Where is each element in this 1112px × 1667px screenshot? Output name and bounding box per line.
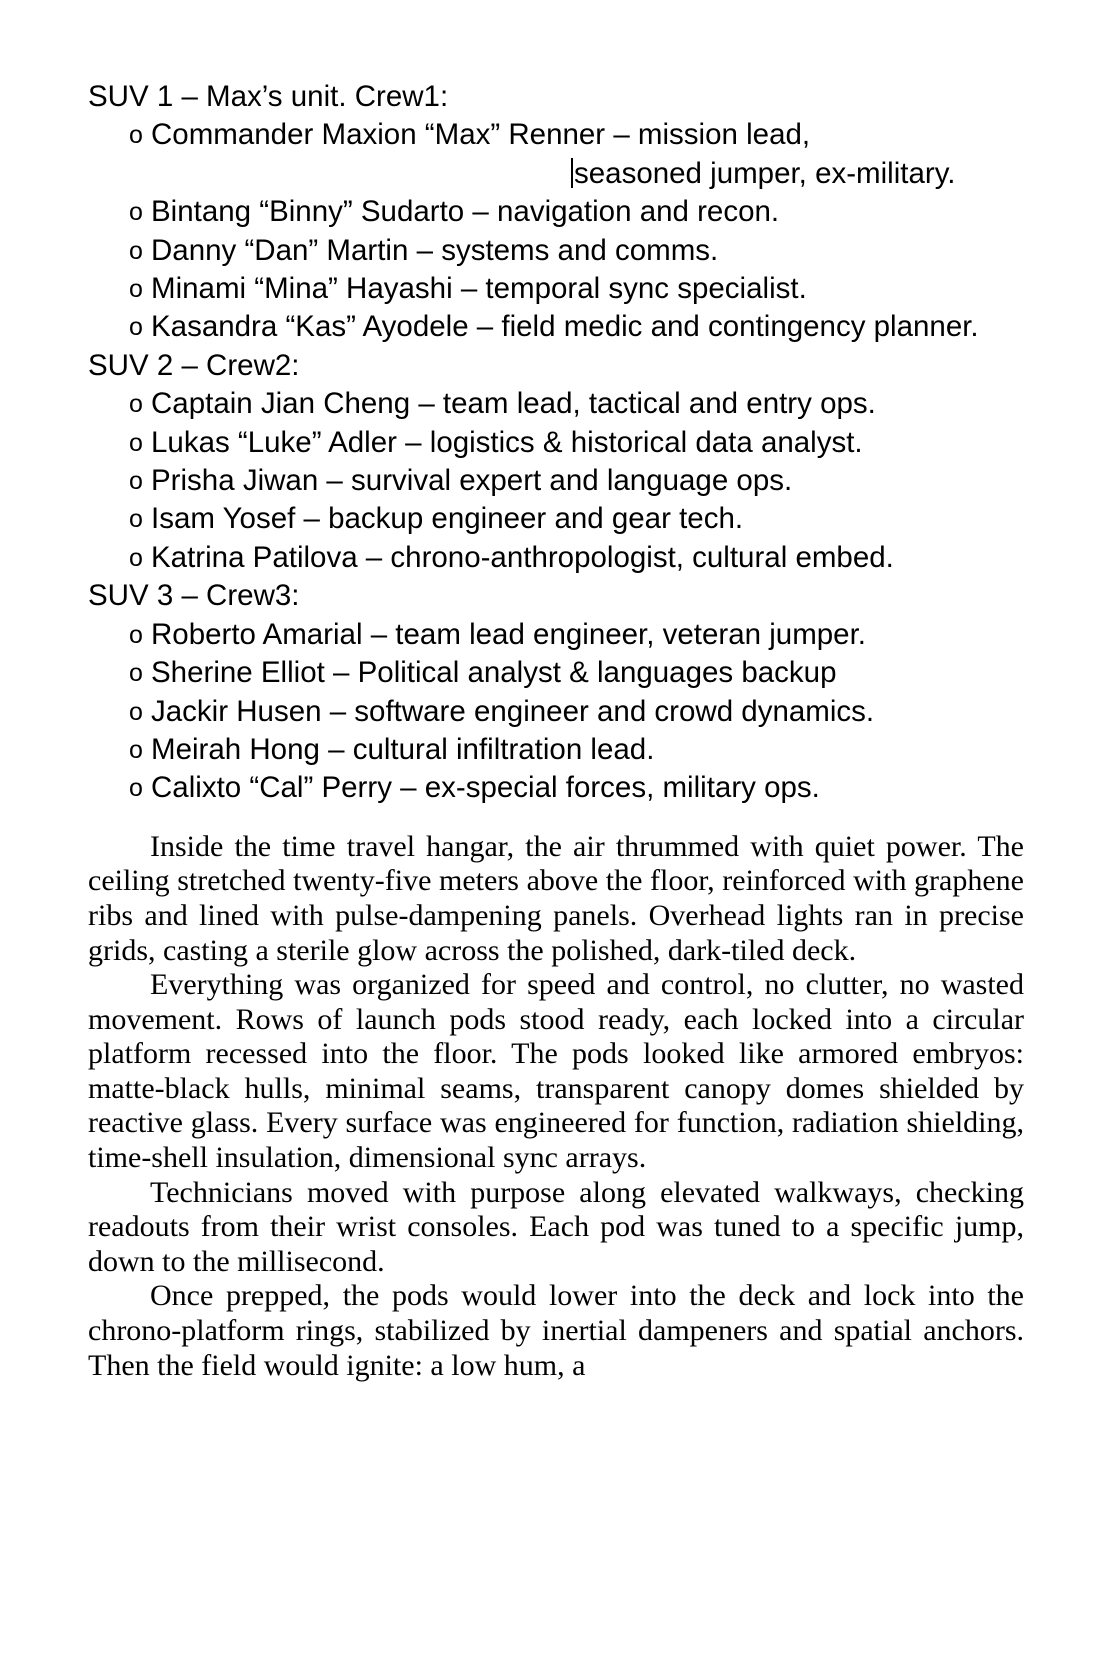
crew-member-label: Isam Yosef – backup engineer and gear tech. — [151, 502, 744, 536]
hollow-circle-bullet-icon: o — [129, 467, 143, 496]
crew-list-suv-2 — [88, 385, 1024, 577]
crew-member-label: Kasandra “Kas” Ayodele – field medic and contingency planner. — [151, 310, 979, 344]
hollow-circle-bullet-icon: o — [129, 313, 143, 342]
hollow-circle-bullet-icon: o — [129, 659, 143, 688]
body-paragraph: Everything was organized for speed and control, no clutter, no wasted movement. Rows of launch pods stood ready, each locked into a circular platform recessed into the floor. The pods looked like armored embryos: matte-black hulls, minimal seams, transparent canopy domes shielded by reactive glass. Every surface was engineered for function, radiation shielding, time-shell insulation, dimensional sync arrays. — [88, 968, 1024, 1175]
hollow-circle-bullet-icon: o — [129, 121, 143, 150]
suv-group-heading: SUV 1 – Max’s unit. Crew1: — [88, 80, 449, 113]
crew-member-label: Katrina Patilova – chrono-anthropologist, cultural embed. — [151, 540, 894, 574]
crew-member-item — [88, 769, 1024, 807]
crew-member-item — [88, 731, 1024, 769]
hollow-circle-bullet-icon: o — [129, 543, 143, 572]
crew-member-label: Danny “Dan” Martin – systems and comms. — [151, 233, 719, 267]
hollow-circle-bullet-icon: o — [129, 236, 143, 265]
suv-group-heading: SUV 2 – Crew2: — [88, 348, 300, 382]
hollow-circle-bullet-icon: o — [129, 774, 143, 803]
crew-member-item — [88, 462, 1024, 500]
crew-member-label: Lukas “Luke” Adler – logistics & historical data analyst. — [151, 425, 863, 459]
narrative-body — [88, 830, 1024, 1384]
body-paragraph: Inside the time travel hangar, the air thrummed with quiet power. The ceiling stretched twenty-five meters above the floor, reinforced with graphene ribs and lined with pulse-dampening panels. Overhead lights ran in precise grids, casting a sterile glow across the polished, dark-tiled deck. — [88, 829, 1024, 967]
crew-member-label: Roberto Amarial – team lead engineer, veteran jumper. — [151, 617, 866, 651]
text-caret — [571, 158, 573, 188]
crew-member-item — [88, 193, 1024, 231]
body-paragraph: Once prepped, the pods would lower into the deck and lock into the chrono-platform rings, stabilized by inertial dampeners and spatial anchors. Then the field would ignite: a low hum, a — [88, 1279, 1024, 1382]
crew-member-continuation-line — [151, 155, 1024, 193]
crew-member-item — [88, 116, 1024, 193]
crew-member-label: Meirah Hong – cultural infiltration lead. — [151, 732, 655, 766]
crew-member-item — [88, 693, 1024, 731]
crew-member-label: Prisha Jiwan – survival expert and language ops. — [151, 464, 793, 498]
crew-member-label: Jackir Husen – software engineer and crowd dynamics. — [151, 694, 875, 728]
crew-list-suv-1 — [88, 116, 1024, 346]
crew-member-item — [88, 424, 1024, 462]
crew-member-item — [88, 232, 1024, 270]
hollow-circle-bullet-icon: o — [129, 198, 143, 227]
crew-member-label: Bintang “Binny” Sudarto – navigation and recon. — [151, 195, 780, 229]
crew-member-label: Captain Jian Cheng – team lead, tactical and entry ops. — [151, 387, 876, 421]
crew-roster — [88, 78, 1024, 808]
crew-member-item — [88, 654, 1024, 692]
hollow-circle-bullet-icon: o — [129, 505, 143, 534]
hollow-circle-bullet-icon: o — [129, 275, 143, 304]
hollow-circle-bullet-icon: o — [129, 697, 143, 726]
crew-member-continuation-label: seasoned jumper, ex-military. — [574, 156, 956, 190]
crew-member-item — [88, 308, 1024, 346]
hollow-circle-bullet-icon: o — [129, 428, 143, 457]
body-paragraph: Technicians moved with purpose along elevated walkways, checking readouts from their wrist consoles. Each pod was tuned to a specific jump, down to the millisecond. — [88, 1175, 1024, 1278]
crew-member-item — [88, 539, 1024, 577]
hollow-circle-bullet-icon: o — [129, 735, 143, 764]
crew-list-suv-3 — [88, 616, 1024, 808]
crew-member-item — [88, 270, 1024, 308]
crew-member-label: Commander Maxion “Max” Renner – mission lead, — [151, 118, 811, 152]
hollow-circle-bullet-icon: o — [129, 390, 143, 419]
hollow-circle-bullet-icon: o — [129, 620, 143, 649]
crew-member-label: Sherine Elliot – Political analyst & languages backup — [151, 656, 837, 690]
crew-member-item — [88, 616, 1024, 654]
crew-member-label: Minami “Mina” Hayashi – temporal sync specialist. — [151, 272, 807, 306]
crew-member-item — [88, 500, 1024, 538]
crew-member-label: Calixto “Cal” Perry – ex-special forces, military ops. — [151, 771, 820, 805]
suv-group-heading: SUV 3 – Crew3: — [88, 579, 300, 613]
crew-member-item — [88, 385, 1024, 423]
